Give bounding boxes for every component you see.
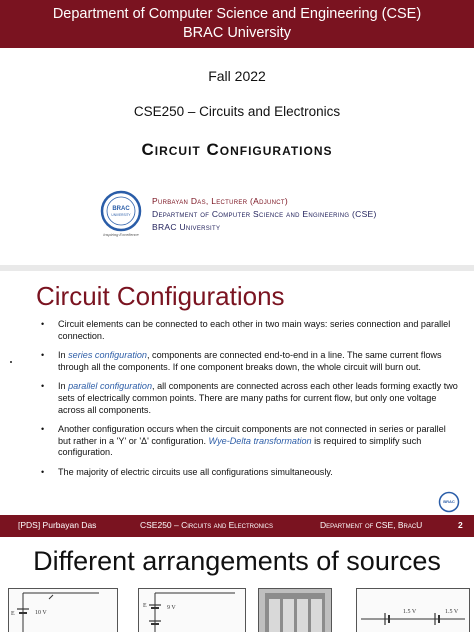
department-heading: Department of Computer Science and Engineering (CSE): [52, 6, 422, 22]
slide-title: Circuit Configurations: [36, 281, 285, 311]
bullet-list: [38, 319, 458, 487]
source-diagram-2: [138, 588, 246, 632]
source-label: E: [11, 611, 15, 617]
author-department: Department of Computer Science and Engineering (CSE): [152, 209, 377, 219]
stray-dot: [10, 361, 12, 363]
page-number: 2: [458, 520, 463, 530]
voltage-label: 1.5 V: [403, 609, 417, 615]
bullet-text: is required to simplify such configuration.: [58, 435, 422, 458]
highlight-term: Wye-Delta transformation: [208, 435, 312, 446]
highlight-term: parallel configuration: [68, 381, 153, 392]
header-banner: [0, 0, 474, 48]
bullet-text: In: [58, 381, 69, 392]
source-diagram-4: [356, 588, 470, 632]
footer-author: [PDS] Purbayan Das: [18, 520, 97, 530]
bullet-item: [38, 381, 458, 416]
content-slide: [0, 271, 474, 543]
brac-logo-icon: [100, 190, 142, 232]
bullet-item: [38, 319, 458, 342]
author-name: Purbayan Das, Lecturer (Adjunct): [152, 196, 289, 206]
battery-photo: [258, 588, 332, 632]
highlight-term: series configuration: [68, 350, 147, 361]
logo-caption: Inspiring Excellence: [103, 232, 139, 237]
battery-circuit-icon: [9, 589, 117, 632]
footer-department: Department of CSE, BracU: [320, 520, 423, 530]
bullet-item: [38, 467, 458, 479]
term-text: Fall 2022: [208, 68, 266, 84]
bullet-text: , components are connected end-to-end in a line. The same current flows through all the components. If one component breaks down, the whole circuit will burn out.: [58, 350, 442, 372]
battery-circuit-icon: [357, 589, 469, 632]
voltage-label: 10 V: [35, 610, 47, 616]
voltage-label: 1.5 V: [445, 609, 459, 615]
course-title: CSE250 – Circuits and Electronics: [133, 104, 341, 119]
bullet-item: [38, 350, 458, 373]
lecture-title: Circuit Configurations: [141, 140, 333, 159]
bullet-text: Circuit elements can be connected to each other in two main ways: series connection and parallel connection.: [58, 319, 451, 341]
source-diagram-1: [8, 588, 118, 632]
svg-text:BRAC: BRAC: [112, 206, 130, 212]
slide-footer: [0, 515, 474, 537]
author-university: BRAC University: [152, 222, 221, 232]
bullet-item: [38, 424, 458, 459]
batteries-icon: [259, 589, 331, 632]
svg-text:UNIVERSITY: UNIVERSITY: [111, 213, 131, 217]
svg-text:BRAC: BRAC: [443, 499, 455, 504]
university-heading: BRAC University: [183, 25, 291, 41]
bullet-text: The majority of electric circuits use all configurations simultaneously.: [58, 466, 333, 477]
bullet-text: , all components are connected across each other leads forming exactly two sets of electrically common points. There are many paths for current flow, but only one voltage across all components.: [58, 381, 458, 415]
next-slide: [0, 543, 474, 632]
brac-logo-icon: [438, 491, 460, 513]
title-slide: [0, 0, 474, 265]
bullet-text: In: [58, 350, 69, 361]
slide-title: Different arrangements of sources: [33, 546, 441, 576]
battery-circuit-icon: [139, 589, 245, 632]
bullet-text: Another configuration occurs when the circuit components are not connected in series or parallel but rather in a 'Y' or 'Δ' configuration.: [58, 424, 446, 446]
footer-course: CSE250 – Circuits and Electronics: [140, 520, 273, 530]
author-block: [152, 195, 377, 234]
voltage-label: 9 V: [167, 605, 176, 611]
source-label: E: [143, 603, 147, 609]
